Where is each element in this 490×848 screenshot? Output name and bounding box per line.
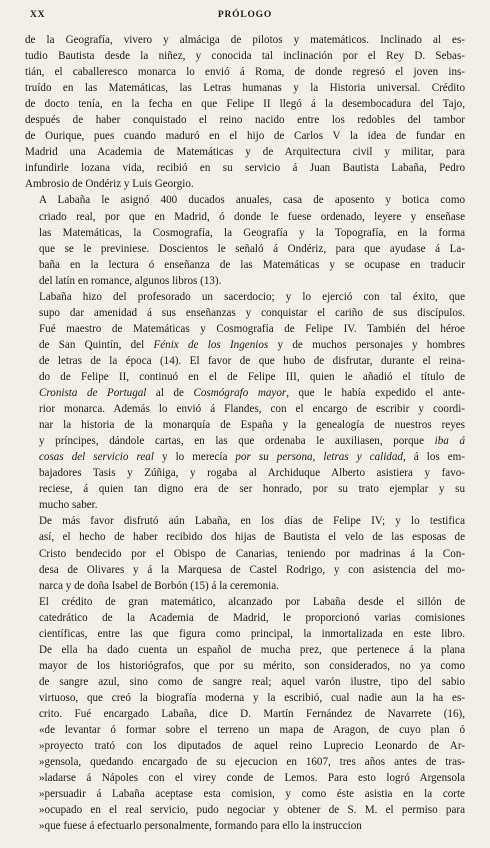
text-line: reciese, á quien tan digno era de ser honrado, por su trato ejemplar y su xyxy=(39,483,465,496)
paragraph xyxy=(25,513,465,593)
text-line: del latín en romance, algunos libros (13). xyxy=(39,274,222,287)
text-line: de la Geografía, vivero y almáciga de pilotos y matemáticos. Inclinado al es- xyxy=(25,34,465,46)
text-line: científicas, entre las que figura como principal, la inmortalizada en este libro. xyxy=(39,627,465,640)
text-line: A Labaña le asignó 400 ducados anuales, casa de aposento y botica como xyxy=(39,194,465,207)
text-line: criado real, por que en Madrid, ó donde le fuese ordenado, leyere y enseñase xyxy=(39,210,465,223)
text-line: las Matemáticas, la Cosmografía, la Geografía y la Topografía, en la forma xyxy=(39,226,465,239)
text-line: truído en las Matemáticas, las Letras humanas y la Historia universal. Crédito xyxy=(25,82,465,95)
text-line: Cronista de Portugal al de Cosmógrafo mayor, que le había expedido el ante- xyxy=(39,387,465,400)
paragraph xyxy=(25,289,465,514)
running-title: PRÓLOGO xyxy=(217,10,273,20)
italic-phrase: Cronista de Portugal xyxy=(39,387,147,400)
text-line: Ambrosio de Ondériz y Luis Georgio. xyxy=(25,178,194,191)
text-line: »ladarse á Nápoles con el virey conde de Lemos. Para esto logró Argensola xyxy=(39,772,465,785)
text-line: De ella ha dado cuenta un español de mucha prez, que pertenece á la plana xyxy=(39,643,465,656)
paragraph xyxy=(25,32,465,192)
text-line: de docto tenía, en la fecha en que Felipe II llegó á la desembocadura del Tajo, xyxy=(25,98,465,111)
text-line: tián, el caballeresco monarca lo envió á Roma, de donde regresó el joven ins- xyxy=(25,66,465,79)
text-line: de Ourique, pues cuando maduró en el hijo de Carlos V la idea de fundar en xyxy=(25,130,465,143)
text-line: infundirle lozana vida, recibió en su servicio á Juan Bautista Labaña, Pedro xyxy=(25,162,465,175)
text-line: y príncipes, dándole cartas, en las que ordenaba le auxiliasen, porque iba á xyxy=(39,435,466,448)
text-line: cosas del servicio real y lo merecía por su persona, letras y calidad, á los em- xyxy=(39,451,465,464)
running-header xyxy=(30,10,460,26)
text-line: Cristo bendecido por el Obispo de Canarias, teniendo por madrinas á la Con- xyxy=(39,547,465,560)
paragraph xyxy=(25,594,465,835)
text-line: »ocupado en el real servicio, pudo negociar y obtener de S. M. el permiso para xyxy=(39,804,465,817)
text-line: rior monarca. Además lo envió á Flandes, con el encargo de escribir y coordi- xyxy=(39,403,465,416)
text-line: »proyecto trató con los diputados de aquel reino Luprecio Leonardo de Ar- xyxy=(39,740,465,753)
text-line: nar la historia de la monarquía de España y la genealogía de nuestros reyes xyxy=(39,419,465,432)
text-line: supo dar amenidad á sus enseñanzas y conquistar el cariño de sus discípulos. xyxy=(39,306,465,319)
text-line: tudio Bautista desde la niñez, y conocida tal inclinación por el Rey D. Sebas- xyxy=(25,50,465,63)
italic-phrase: iba á xyxy=(434,435,466,448)
italic-phrase: cosas del servicio real xyxy=(39,451,154,464)
text-line: mayor de los historiógrafos, que por su mérito, son considerados, no ya como xyxy=(39,659,465,672)
text-line: »que fuese á efectuarlo personalmente, formando para ello la instruccion xyxy=(39,820,362,833)
text-line: «de levantar ó formar sobre el terreno un mapa de Aragon, de cuyo plan ó xyxy=(39,724,465,737)
text-line: de San Quintín, del Fénix de los Ingenios y de muchos personajes y hombres xyxy=(39,338,465,351)
text-line: que se le previniese. Doscientos le señaló á Ondériz, para que ayudase á La- xyxy=(39,242,465,255)
text-line: desa de Olivares y á la Marquesa de Castel Rodrigo, y con asistencia del mo- xyxy=(39,563,465,576)
text-line: mucho saber. xyxy=(39,499,98,512)
text-line: así, el hecho de haber recibido dos hijas de Bautista el velo de las esposas de xyxy=(39,531,465,544)
text-line: De más favor disfrutó aún Labaña, en los días de Felipe IV; y lo testifica xyxy=(39,515,465,528)
text-line: narca y de doña Isabel de Borbón (15) á la ceremonia. xyxy=(39,579,279,592)
text-line: baña en la lectura ó enseñanza de las Matemáticas y se ocupase en traducir xyxy=(39,258,465,271)
paragraph xyxy=(25,192,465,288)
text-line: después de haber conquistado el reino nacido entre los redobles del tambor xyxy=(25,114,465,127)
text-line: »gensola, quedando encargado de su ejecucion en 1607, tres años antes de tras- xyxy=(39,756,465,769)
text-line: do de Felipe II, continuó en el de Felipe III, quien le añadió el título de xyxy=(39,370,465,383)
italic-phrase: Fénix de los Ingenios xyxy=(153,338,269,351)
italic-phrase: Cosmógrafo mayor xyxy=(193,387,287,400)
page-number: XX xyxy=(30,10,46,20)
text-line: de letras de la época (14). El favor de que hubo de disfrutar, durante el reina- xyxy=(39,354,465,367)
text-line: »persuadir á Labaña aceptase esta comision, y como éste asistia en la corte xyxy=(39,788,465,801)
body-text xyxy=(25,32,465,834)
text-line: Labaña hizo del profesorado un sacerdocio; y lo ejerció con tal éxito, que xyxy=(39,290,465,303)
text-line: crito. Fué encargado Labaña, dice D. Martín Fernández de Navarrete (16), xyxy=(39,707,465,720)
text-line: Madrid una Academia de Matemáticas y de Arquitectura civil y militar, para xyxy=(25,146,465,159)
text-line: Fué maestro de Matemáticas y Cosmografía de Felipe IV. También del héroe xyxy=(39,322,465,335)
text-line: de sangre azul, sino como de sangre real; aquel varón ilustre, tipo del sabio xyxy=(39,675,465,688)
text-line: virtuoso, que creó la biografía moderna y la escribió, cual nadie aun la ha es- xyxy=(39,691,465,704)
italic-phrase: por su persona, letras y calidad xyxy=(235,451,403,464)
text-line: El crédito de gran matemático, alcanzado por Labaña desde el sillón de xyxy=(39,595,465,608)
text-line: bajadores Tasis y Zúñiga, y rogaba al Archiduque Alberto asistiera y favo- xyxy=(39,467,465,480)
text-line: catedrático de la Academia de Madrid, le proporcionó varias comisiones xyxy=(39,611,465,624)
